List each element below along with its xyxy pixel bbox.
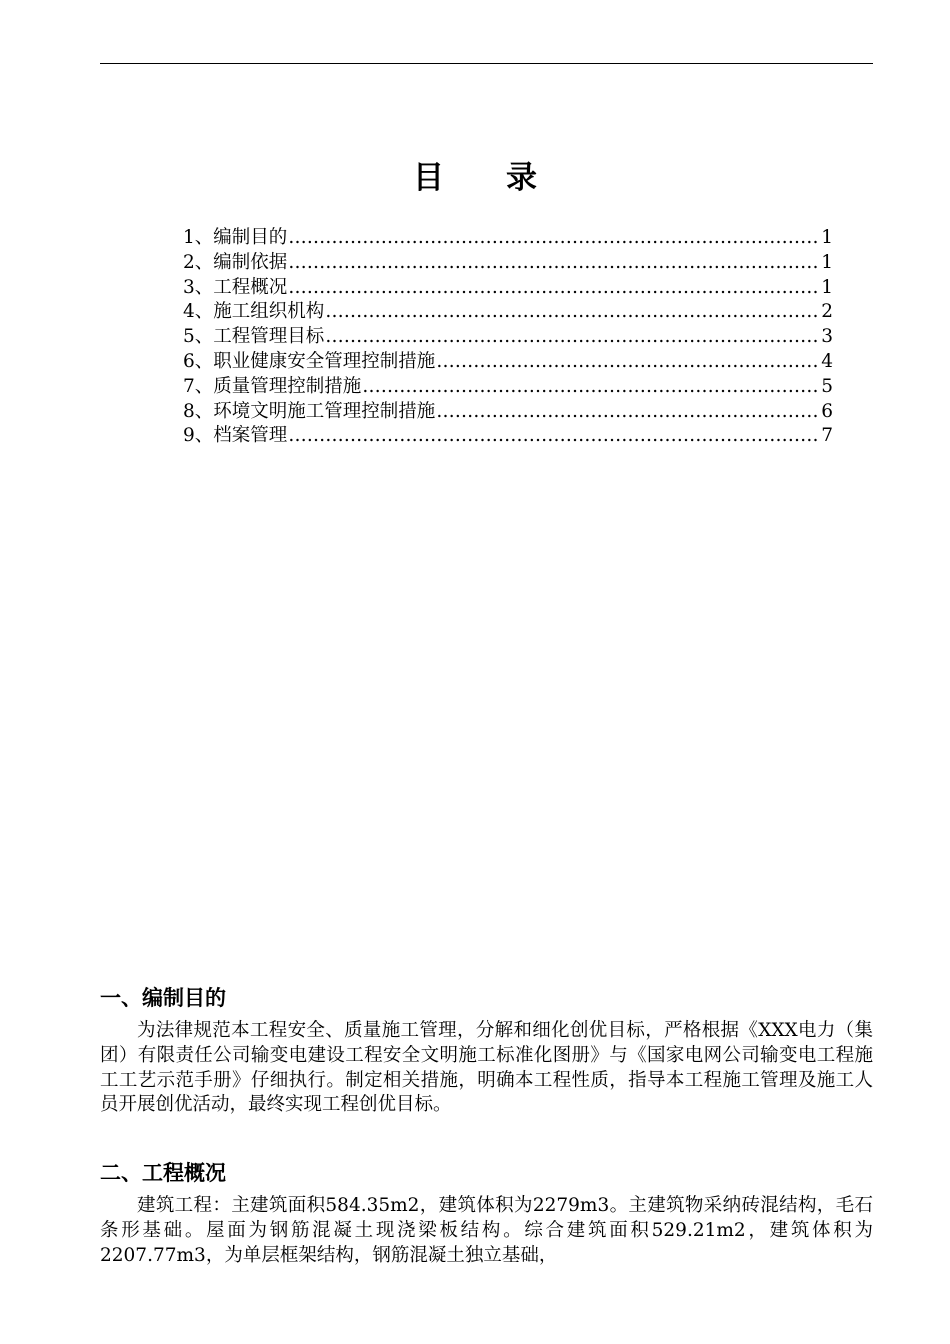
toc-entry-label: 5、工程管理目标 (183, 326, 325, 348)
toc-entry[interactable] (183, 400, 833, 425)
toc-title (0, 152, 950, 197)
toc-entry-label: 2、编制依据 (183, 251, 288, 273)
toc-entry[interactable] (183, 350, 833, 375)
toc-entry[interactable] (183, 300, 833, 325)
section-body: 建筑工程：主建筑面积584.35m2，建筑体积为2279m3。主建筑物采纳砖混结构，毛石条形基础。屋面为钢筋混凝土现浇梁板结构。综合建筑面积529.21m2，建筑体积为2207.77m3，为单层框架结构，钢筋混凝土独立基础， (100, 1195, 873, 1266)
toc-entry-page: 4 (821, 350, 833, 372)
table-of-contents (183, 226, 833, 449)
toc-entry-page: 2 (821, 301, 833, 323)
toc-leader-dots (436, 400, 820, 425)
toc-entry[interactable] (183, 226, 833, 251)
section-heading: 二、工程概况 (100, 1161, 226, 1185)
toc-entry[interactable] (183, 424, 833, 449)
toc-entry[interactable] (183, 276, 833, 301)
toc-leader-dots (288, 276, 820, 301)
section-project-overview (100, 1158, 873, 1268)
toc-entry-label: 1、编制目的 (183, 227, 288, 248)
toc-leader-dots (362, 375, 820, 400)
toc-entry-label: 4、施工组织机构 (183, 301, 325, 323)
header-rule (100, 63, 873, 64)
toc-entry[interactable] (183, 325, 833, 350)
toc-leader-dots (325, 325, 820, 350)
toc-entry-page: 1 (821, 227, 833, 248)
toc-entry-label: 6、职业健康安全管理控制措施 (183, 350, 436, 372)
toc-leader-dots (288, 424, 820, 449)
toc-leader-dots (325, 300, 820, 325)
toc-leader-dots (288, 226, 820, 251)
toc-entry-page: 1 (821, 251, 833, 273)
toc-title-char-2: 录 (506, 160, 537, 196)
toc-title-char-1: 目 (413, 160, 444, 196)
section-heading: 一、编制目的 (100, 986, 226, 1010)
toc-entry-page: 1 (821, 276, 833, 298)
toc-entry-label: 3、工程概况 (183, 276, 288, 298)
section-purpose (100, 983, 873, 1118)
toc-entry-label: 9、档案管理 (183, 425, 288, 447)
toc-entry-page: 5 (821, 375, 833, 397)
section-body: 为法律规范本工程安全、质量施工管理，分解和细化创优目标，严格根据《XXX电力（集团）有限责任公司输变电建设工程安全文明施工标准化图册》与《国家电网公司输变电工程施工工艺示范手册》仔细执行。制定相关措施，明确本工程性质，指导本工程施工管理及施工人员开展创优活动，最终实现工程创优目标。 (100, 1020, 873, 1116)
toc-entry-page: 7 (821, 425, 833, 447)
toc-leader-dots (436, 350, 820, 375)
toc-entry-label: 7、质量管理控制措施 (183, 375, 362, 397)
toc-leader-dots (288, 251, 820, 276)
toc-entry-label: 8、环境文明施工管理控制措施 (183, 400, 436, 422)
toc-entry-page: 6 (821, 400, 833, 422)
toc-entry[interactable] (183, 375, 833, 400)
toc-entry[interactable] (183, 251, 833, 276)
toc-entry-page: 3 (821, 326, 833, 348)
